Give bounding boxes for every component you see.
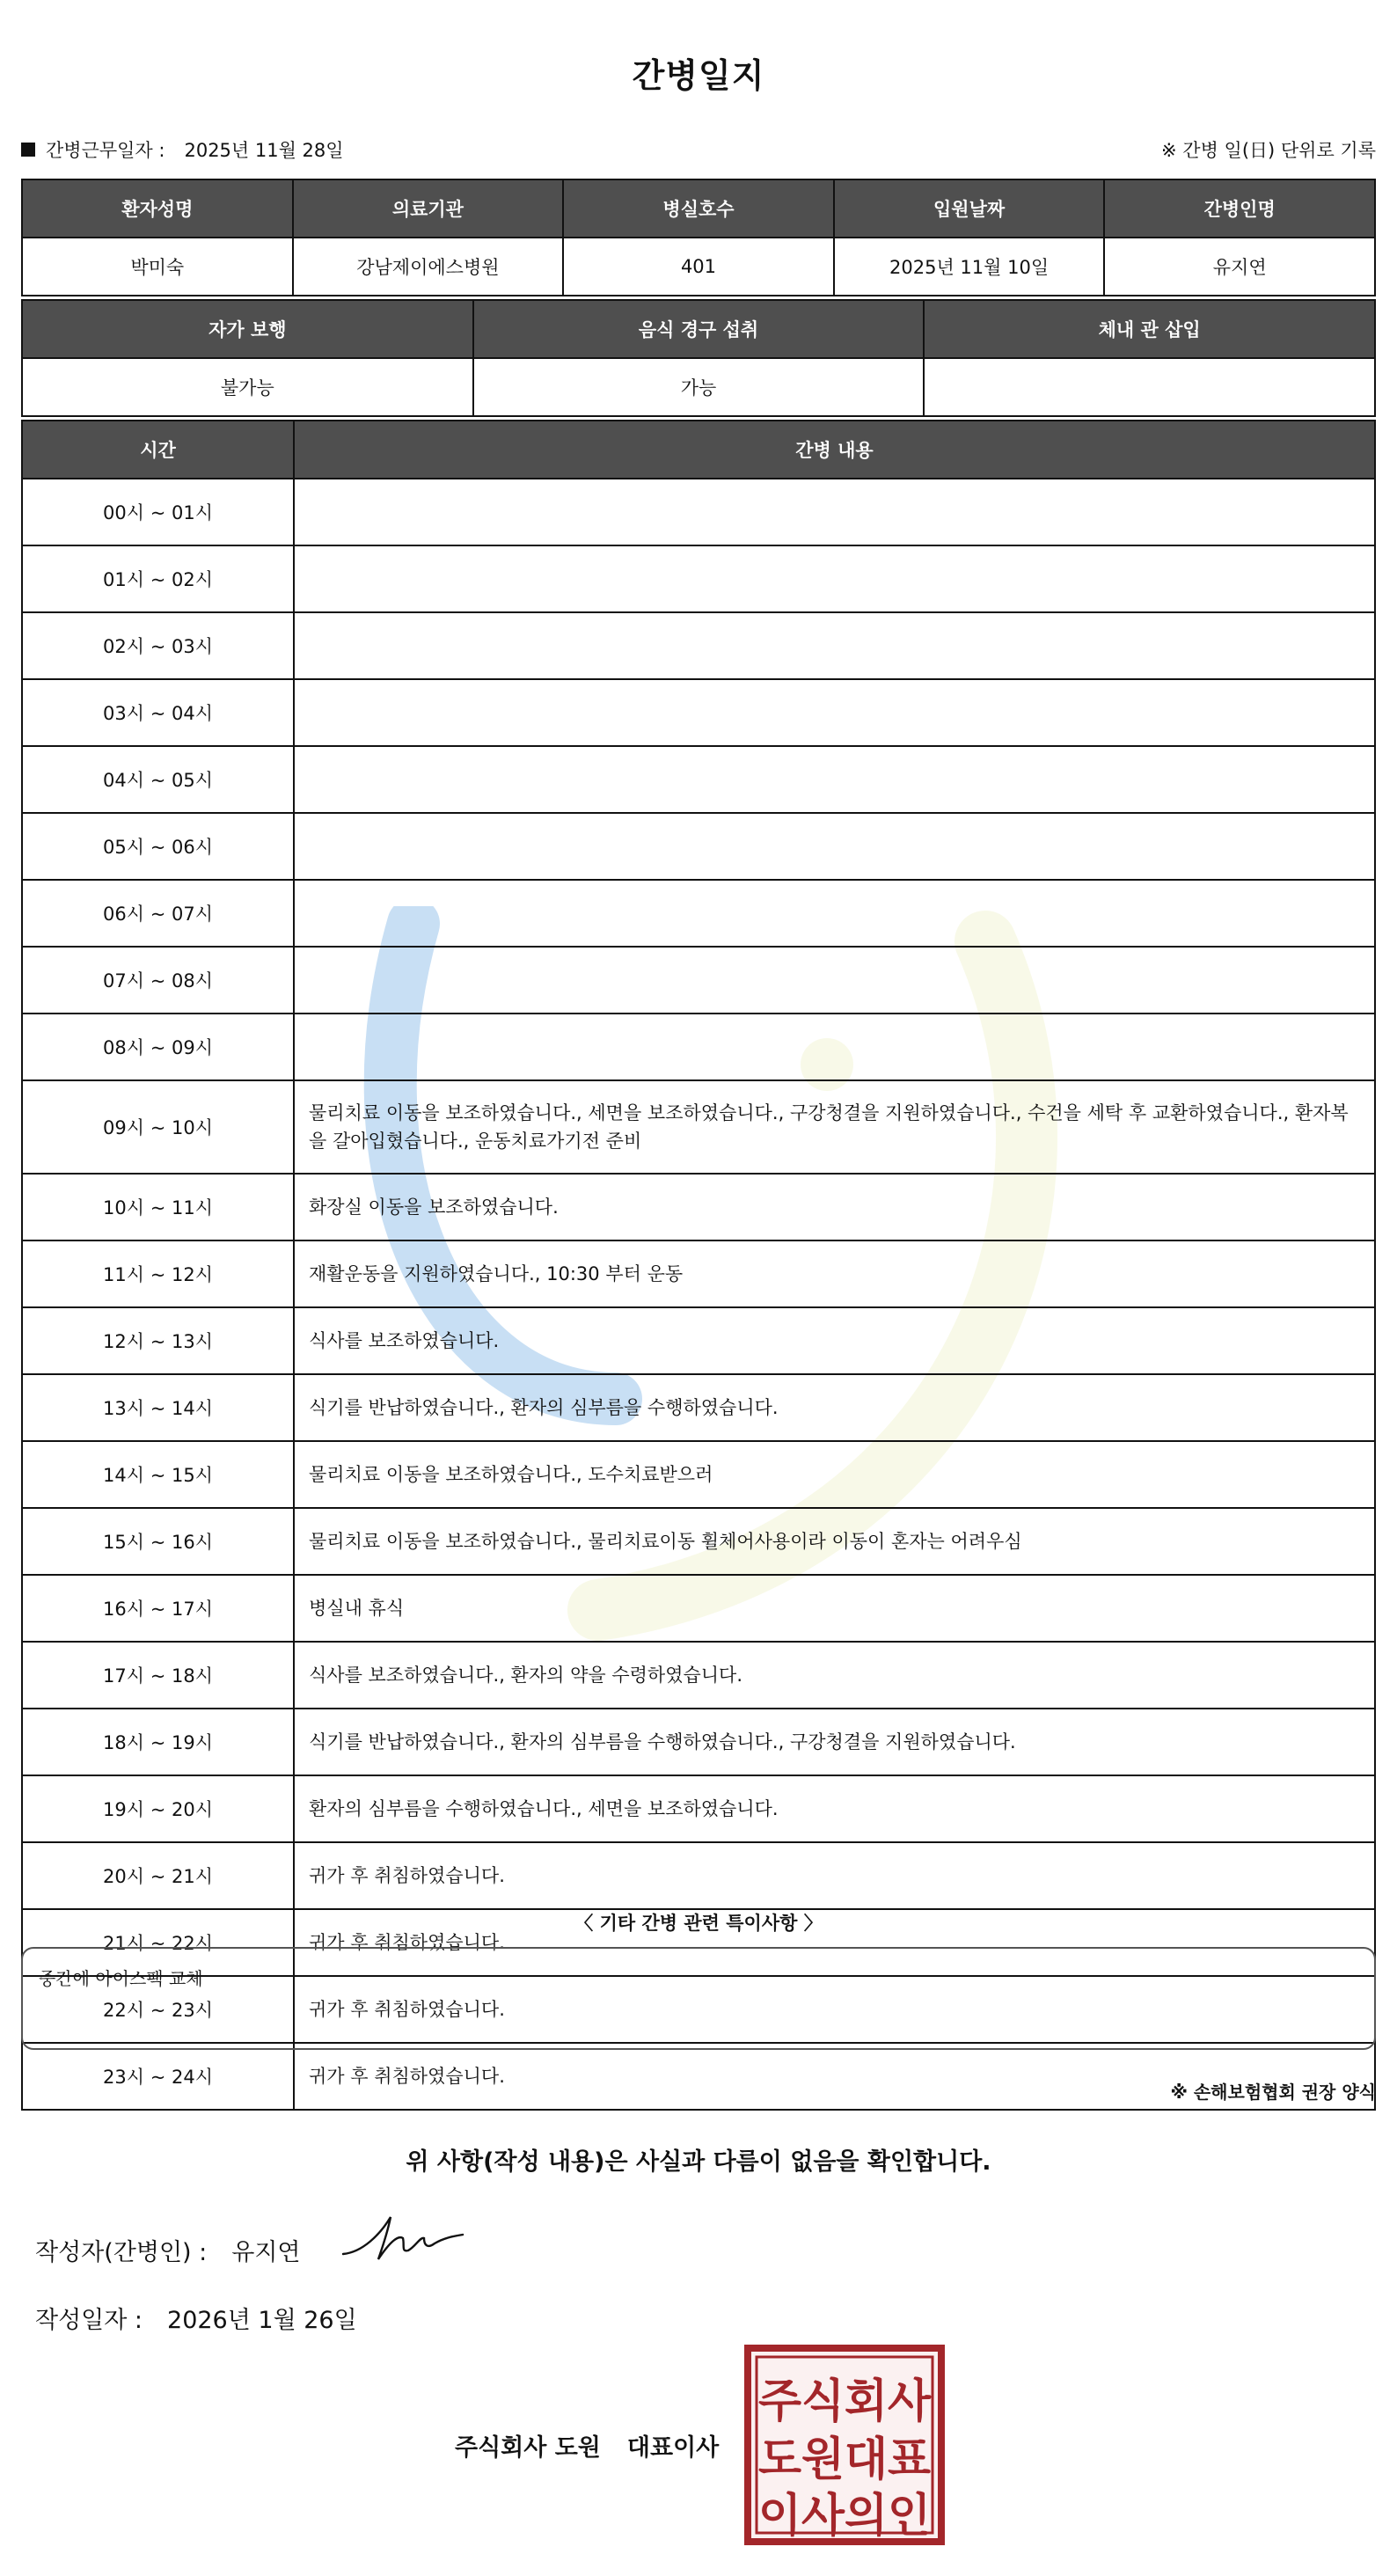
table-row [22, 679, 1375, 746]
row-time: 06시 ~ 07시 [22, 880, 294, 947]
table-row [22, 1014, 1375, 1080]
row-content [294, 612, 1375, 679]
row-content: 귀가 후 취침하였습니다. [294, 1976, 1375, 2043]
company-name: 주식회사 도원 [455, 2434, 601, 2462]
table-row [22, 1374, 1375, 1441]
tube-value [924, 358, 1375, 416]
row-content [294, 947, 1375, 1014]
recommended-form-note: ※ 손해보험협회 권장 양식 [1170, 2082, 1376, 2103]
table-row [22, 1441, 1375, 1508]
row-content: 화장실 이동을 보조하였습니다. [294, 1174, 1375, 1240]
row-time: 13시 ~ 14시 [22, 1374, 294, 1441]
row-time: 08시 ~ 09시 [22, 1014, 294, 1080]
row-time: 03시 ~ 04시 [22, 679, 294, 746]
work-date-value: 2025년 11월 28일 [184, 140, 344, 161]
table-row [22, 1307, 1375, 1374]
row-content: 식기를 반납하였습니다., 환자의 심부름을 수행하였습니다., 구강청결을 지원하였습니다. [294, 1709, 1375, 1775]
table-row [22, 545, 1375, 612]
table-row [22, 612, 1375, 679]
row-content: 물리치료 이동을 보조하였습니다., 도수치료받으러 [294, 1441, 1375, 1508]
svg-text:이사의인: 이사의인 [758, 2490, 931, 2543]
row-time: 12시 ~ 13시 [22, 1307, 294, 1374]
row-content: 귀가 후 취침하였습니다. [294, 2043, 1375, 2110]
row-content: 물리치료 이동을 보조하였습니다., 물리치료이동 휠체어사용이라 이동이 혼자는 어려우심 [294, 1508, 1375, 1575]
row-content: 재활운동을 지원하였습니다., 10:30 부터 운동 [294, 1240, 1375, 1307]
row-content [294, 880, 1375, 947]
table-row [22, 1709, 1375, 1775]
special-notes-box [21, 1947, 1376, 2050]
row-time: 15시 ~ 16시 [22, 1508, 294, 1575]
row-content: 귀가 후 취침하였습니다. [294, 1909, 1375, 1976]
row-content: 식사를 보조하였습니다. [294, 1307, 1375, 1374]
written-date-value: 2026년 1월 26일 [167, 2307, 357, 2334]
patient-info-table [21, 179, 1376, 296]
header-hospital: 의료기관 [293, 179, 564, 238]
ceo-title: 대표이사 [626, 2434, 720, 2462]
header-room: 병실호수 [563, 179, 834, 238]
table-row [22, 1080, 1375, 1174]
work-date-label: 간병근무일자 : [46, 140, 165, 161]
writer-label: 작성자(간병인) : [35, 2239, 208, 2266]
table-row [22, 813, 1375, 880]
header-care-content: 간병 내용 [294, 421, 1375, 479]
row-time: 04시 ~ 05시 [22, 746, 294, 813]
company-line [455, 2428, 719, 2463]
row-content: 물리치료 이동을 보조하였습니다., 세면을 보조하였습니다., 구강청결을 지원하였습니다., 수건을 세탁 후 교환하였습니다., 환자복을 갈아입혔습니다., 운동치료가기전 준비 [294, 1080, 1375, 1174]
row-content [294, 479, 1375, 545]
row-content [294, 679, 1375, 746]
row-time: 02시 ~ 03시 [22, 612, 294, 679]
row-content [294, 545, 1375, 612]
row-time: 18시 ~ 19시 [22, 1709, 294, 1775]
header-time: 시간 [22, 421, 294, 479]
row-time: 00시 ~ 01시 [22, 479, 294, 545]
patient-status-table [21, 299, 1376, 417]
table-row [22, 1174, 1375, 1240]
row-time: 22시 ~ 23시 [22, 1976, 294, 2043]
row-time: 01시 ~ 02시 [22, 545, 294, 612]
special-notes-title: 〈 기타 간병 관련 특이사항 〉 [574, 1913, 823, 1934]
walking-value: 불가능 [22, 358, 473, 416]
table-row [22, 1508, 1375, 1575]
written-date-line [35, 2301, 357, 2335]
table-row [22, 746, 1375, 813]
row-time: 17시 ~ 18시 [22, 1642, 294, 1709]
row-content: 귀가 후 취침하였습니다. [294, 1842, 1375, 1909]
row-time: 09시 ~ 10시 [22, 1080, 294, 1174]
row-time: 14시 ~ 15시 [22, 1441, 294, 1508]
row-time: 20시 ~ 21시 [22, 1842, 294, 1909]
oral-intake-value: 가능 [473, 358, 925, 416]
table-row [22, 1642, 1375, 1709]
company-seal-icon [744, 2345, 945, 2545]
header-oral-intake: 음식 경구 섭취 [473, 300, 925, 358]
caregiver-name: 유지연 [1104, 238, 1375, 296]
header-caregiver: 간병인명 [1104, 179, 1375, 238]
header-admission-date: 입원날짜 [834, 179, 1105, 238]
table-row [22, 479, 1375, 545]
header-patient-name: 환자성명 [22, 179, 293, 238]
row-content: 식기를 반납하였습니다., 환자의 심부름을 수행하였습니다. [294, 1374, 1375, 1441]
room-number: 401 [563, 238, 834, 296]
patient-name: 박미숙 [22, 238, 293, 296]
svg-text:도원대표: 도원대표 [758, 2433, 931, 2486]
care-log-rows [22, 479, 1375, 2110]
document-title: 간병일지 [632, 56, 765, 95]
row-content: 병실내 휴식 [294, 1575, 1375, 1642]
special-notes-text: 중간에 아이스팩 교체 [39, 1968, 203, 1989]
writer-name: 유지연 [231, 2239, 301, 2266]
table-row [22, 1240, 1375, 1307]
row-time: 05시 ~ 06시 [22, 813, 294, 880]
table-row [22, 880, 1375, 947]
daily-record-note: ※ 간병 일(日) 단위로 기록 [1161, 140, 1376, 161]
signature-icon [336, 2208, 468, 2270]
row-time: 19시 ~ 20시 [22, 1775, 294, 1842]
row-content [294, 746, 1375, 813]
row-time: 07시 ~ 08시 [22, 947, 294, 1014]
svg-text:주식회사: 주식회사 [758, 2375, 932, 2428]
hospital-name: 강남제이에스병원 [293, 238, 564, 296]
table-row [22, 1842, 1375, 1909]
table-row [22, 1575, 1375, 1642]
confirmation-statement: 위 사항(작성 내용)은 사실과 다름이 없음을 확인합니다. [406, 2148, 991, 2176]
row-time: 16시 ~ 17시 [22, 1575, 294, 1642]
row-time: 10시 ~ 11시 [22, 1174, 294, 1240]
header-walking: 자가 보행 [22, 300, 473, 358]
row-content [294, 813, 1375, 880]
work-date-line [21, 136, 1376, 163]
header-tube: 체내 관 삽입 [924, 300, 1375, 358]
row-content: 환자의 심부름을 수행하였습니다., 세면을 보조하였습니다. [294, 1775, 1375, 1842]
row-time: 21시 ~ 22시 [22, 1909, 294, 1976]
admission-date: 2025년 11월 10일 [834, 238, 1105, 296]
table-row [22, 947, 1375, 1014]
table-row [22, 1775, 1375, 1842]
square-bullet-icon [21, 143, 35, 157]
row-content: 식사를 보조하였습니다., 환자의 약을 수령하였습니다. [294, 1642, 1375, 1709]
row-content [294, 1014, 1375, 1080]
care-log-table [21, 420, 1376, 2111]
row-time: 11시 ~ 12시 [22, 1240, 294, 1307]
row-time: 23시 ~ 24시 [22, 2043, 294, 2110]
writer-line [35, 2233, 301, 2267]
written-date-label: 작성일자 : [35, 2307, 143, 2334]
